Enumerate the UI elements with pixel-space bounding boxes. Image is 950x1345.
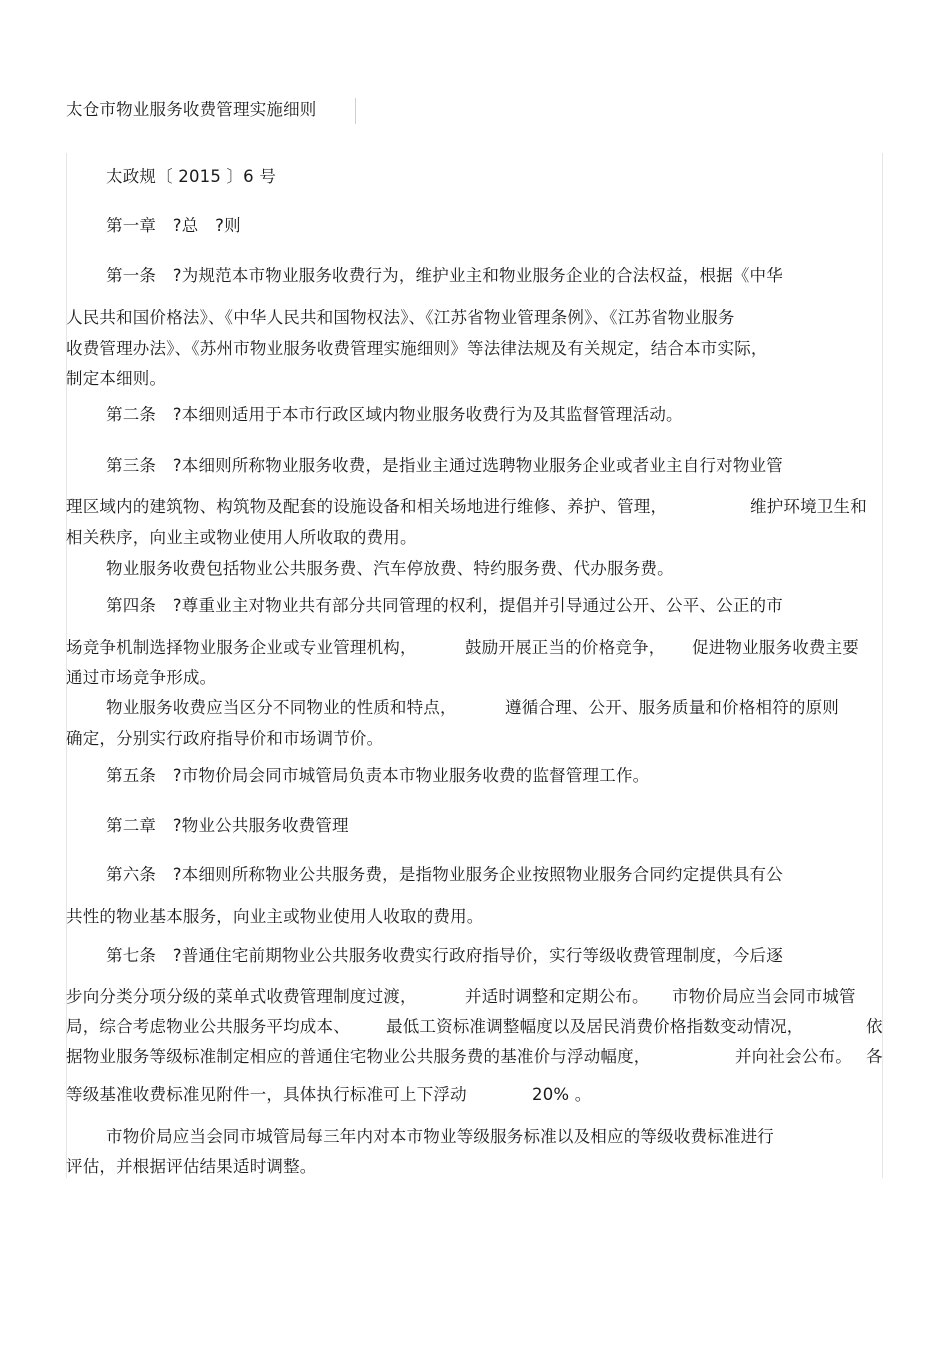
article-text-line: 第六条 ?本细则所称物业公共服务费，是指物业服务企业按照物业服务合同约定提供具有公 — [106, 865, 783, 884]
article-text-line: 物业服务收费包括物业公共服务费、汽车停放费、特约服务费、代办服务费。 — [106, 559, 674, 578]
article-text-line: 局，综合考虑物业公共服务平均成本、 — [66, 1017, 350, 1036]
article-text-line: 促进物业服务收费主要 — [692, 638, 859, 657]
article-text-line: 第四条 ?尊重业主对物业共有部分共同管理的权利，提倡并引导通过公开、公平、公正的市 — [106, 596, 783, 615]
article-text-line: 并适时调整和定期公布。 — [465, 987, 649, 1006]
article-text-line: 最低工资标准调整幅度以及居民消费价格指数变动情况， — [386, 1017, 804, 1036]
article-text-line: 理区域内的建筑物、构筑物及配套的设施设备和相关场地进行维修、养护、管理， — [66, 497, 668, 516]
article-text-line: 共性的物业基本服务，向业主或物业使用人收取的费用。 — [66, 907, 484, 926]
document-title: 太仓市物业服务收费管理实施细则 — [66, 100, 317, 119]
article-text-line: 遵循合理、公开、服务质量和价格相符的原则 — [505, 698, 839, 717]
article-text-line: 通过市场竞争形成。 — [66, 668, 217, 687]
article-text-line: 依 — [866, 1017, 883, 1036]
article-text-line: 场竞争机制选择物业服务企业或专业管理机构， — [66, 638, 417, 657]
article-text-line: 据物业服务等级标准制定相应的普通住宅物业公共服务费的基准价与浮动幅度， — [66, 1047, 651, 1066]
article-text-line: 第三条 ?本细则所称物业服务收费，是指业主通过选聘物业服务企业或者业主自行对物业管 — [106, 456, 783, 475]
article-text-line: 市物价局应当会同市城管局每三年内对本市物业等级服务标准以及相应的等级收费标准进行 — [106, 1127, 774, 1146]
article-text-line: 并向社会公布。 — [735, 1047, 852, 1066]
article-text-line: 第一条 ?为规范本市物业服务收费行为，维护业主和物业服务企业的合法权益，根据《中华 — [106, 266, 783, 285]
article-text-line: 各 — [866, 1047, 883, 1066]
article-text-line: 评估，并根据评估结果适时调整。 — [66, 1157, 317, 1176]
article-text-line: 20% 。 — [532, 1085, 592, 1104]
article-text-line: 制定本细则。 — [66, 369, 167, 388]
article-text-line: 等级基准收费标准见附件一，具体执行标准可上下浮动 — [66, 1085, 467, 1104]
title-divider — [355, 98, 356, 124]
article-text-line: 步向分类分项分级的菜单式收费管理制度过渡， — [66, 987, 417, 1006]
article-text-line: 鼓励开展正当的价格竞争， — [465, 638, 666, 657]
article-text-line: 第七条 ?普通住宅前期物业公共服务收费实行政府指导价，实行等级收费管理制度，今后逐 — [106, 946, 783, 965]
article-text-line: 市物价局应当会同市城管 — [672, 987, 856, 1006]
document-number: 太政规〔 2015 〕6 号 — [106, 167, 277, 186]
article-text-line: 人民共和国价格法》、《中华人民共和国物权法》、《江苏省物业管理条例》、《江苏省物业服务 — [66, 308, 735, 327]
chapter-heading: 第一章 ?总 ?则 — [106, 216, 241, 235]
article-text-line: 收费管理办法》、《苏州市物业服务收费管理实施细则》等法律法规及有关规定，结合本市实际， — [66, 339, 768, 358]
article-text-line: 确定，分别实行政府指导价和市场调节价。 — [66, 729, 384, 748]
article-text-line: 维护环境卫生和 — [750, 497, 867, 516]
article-text-line: 第二条 ?本细则适用于本市行政区域内物业服务收费行为及其监督管理活动。 — [106, 405, 683, 424]
article-text-line: 物业服务收费应当区分不同物业的性质和特点， — [106, 698, 457, 717]
article-text-line: 相关秩序，向业主或物业使用人所收取的费用。 — [66, 528, 417, 547]
chapter-heading: 第二章 ?物业公共服务收费管理 — [106, 816, 349, 835]
article-text-line: 第五条 ?市物价局会同市城管局负责本市物业服务收费的监督管理工作。 — [106, 766, 650, 785]
